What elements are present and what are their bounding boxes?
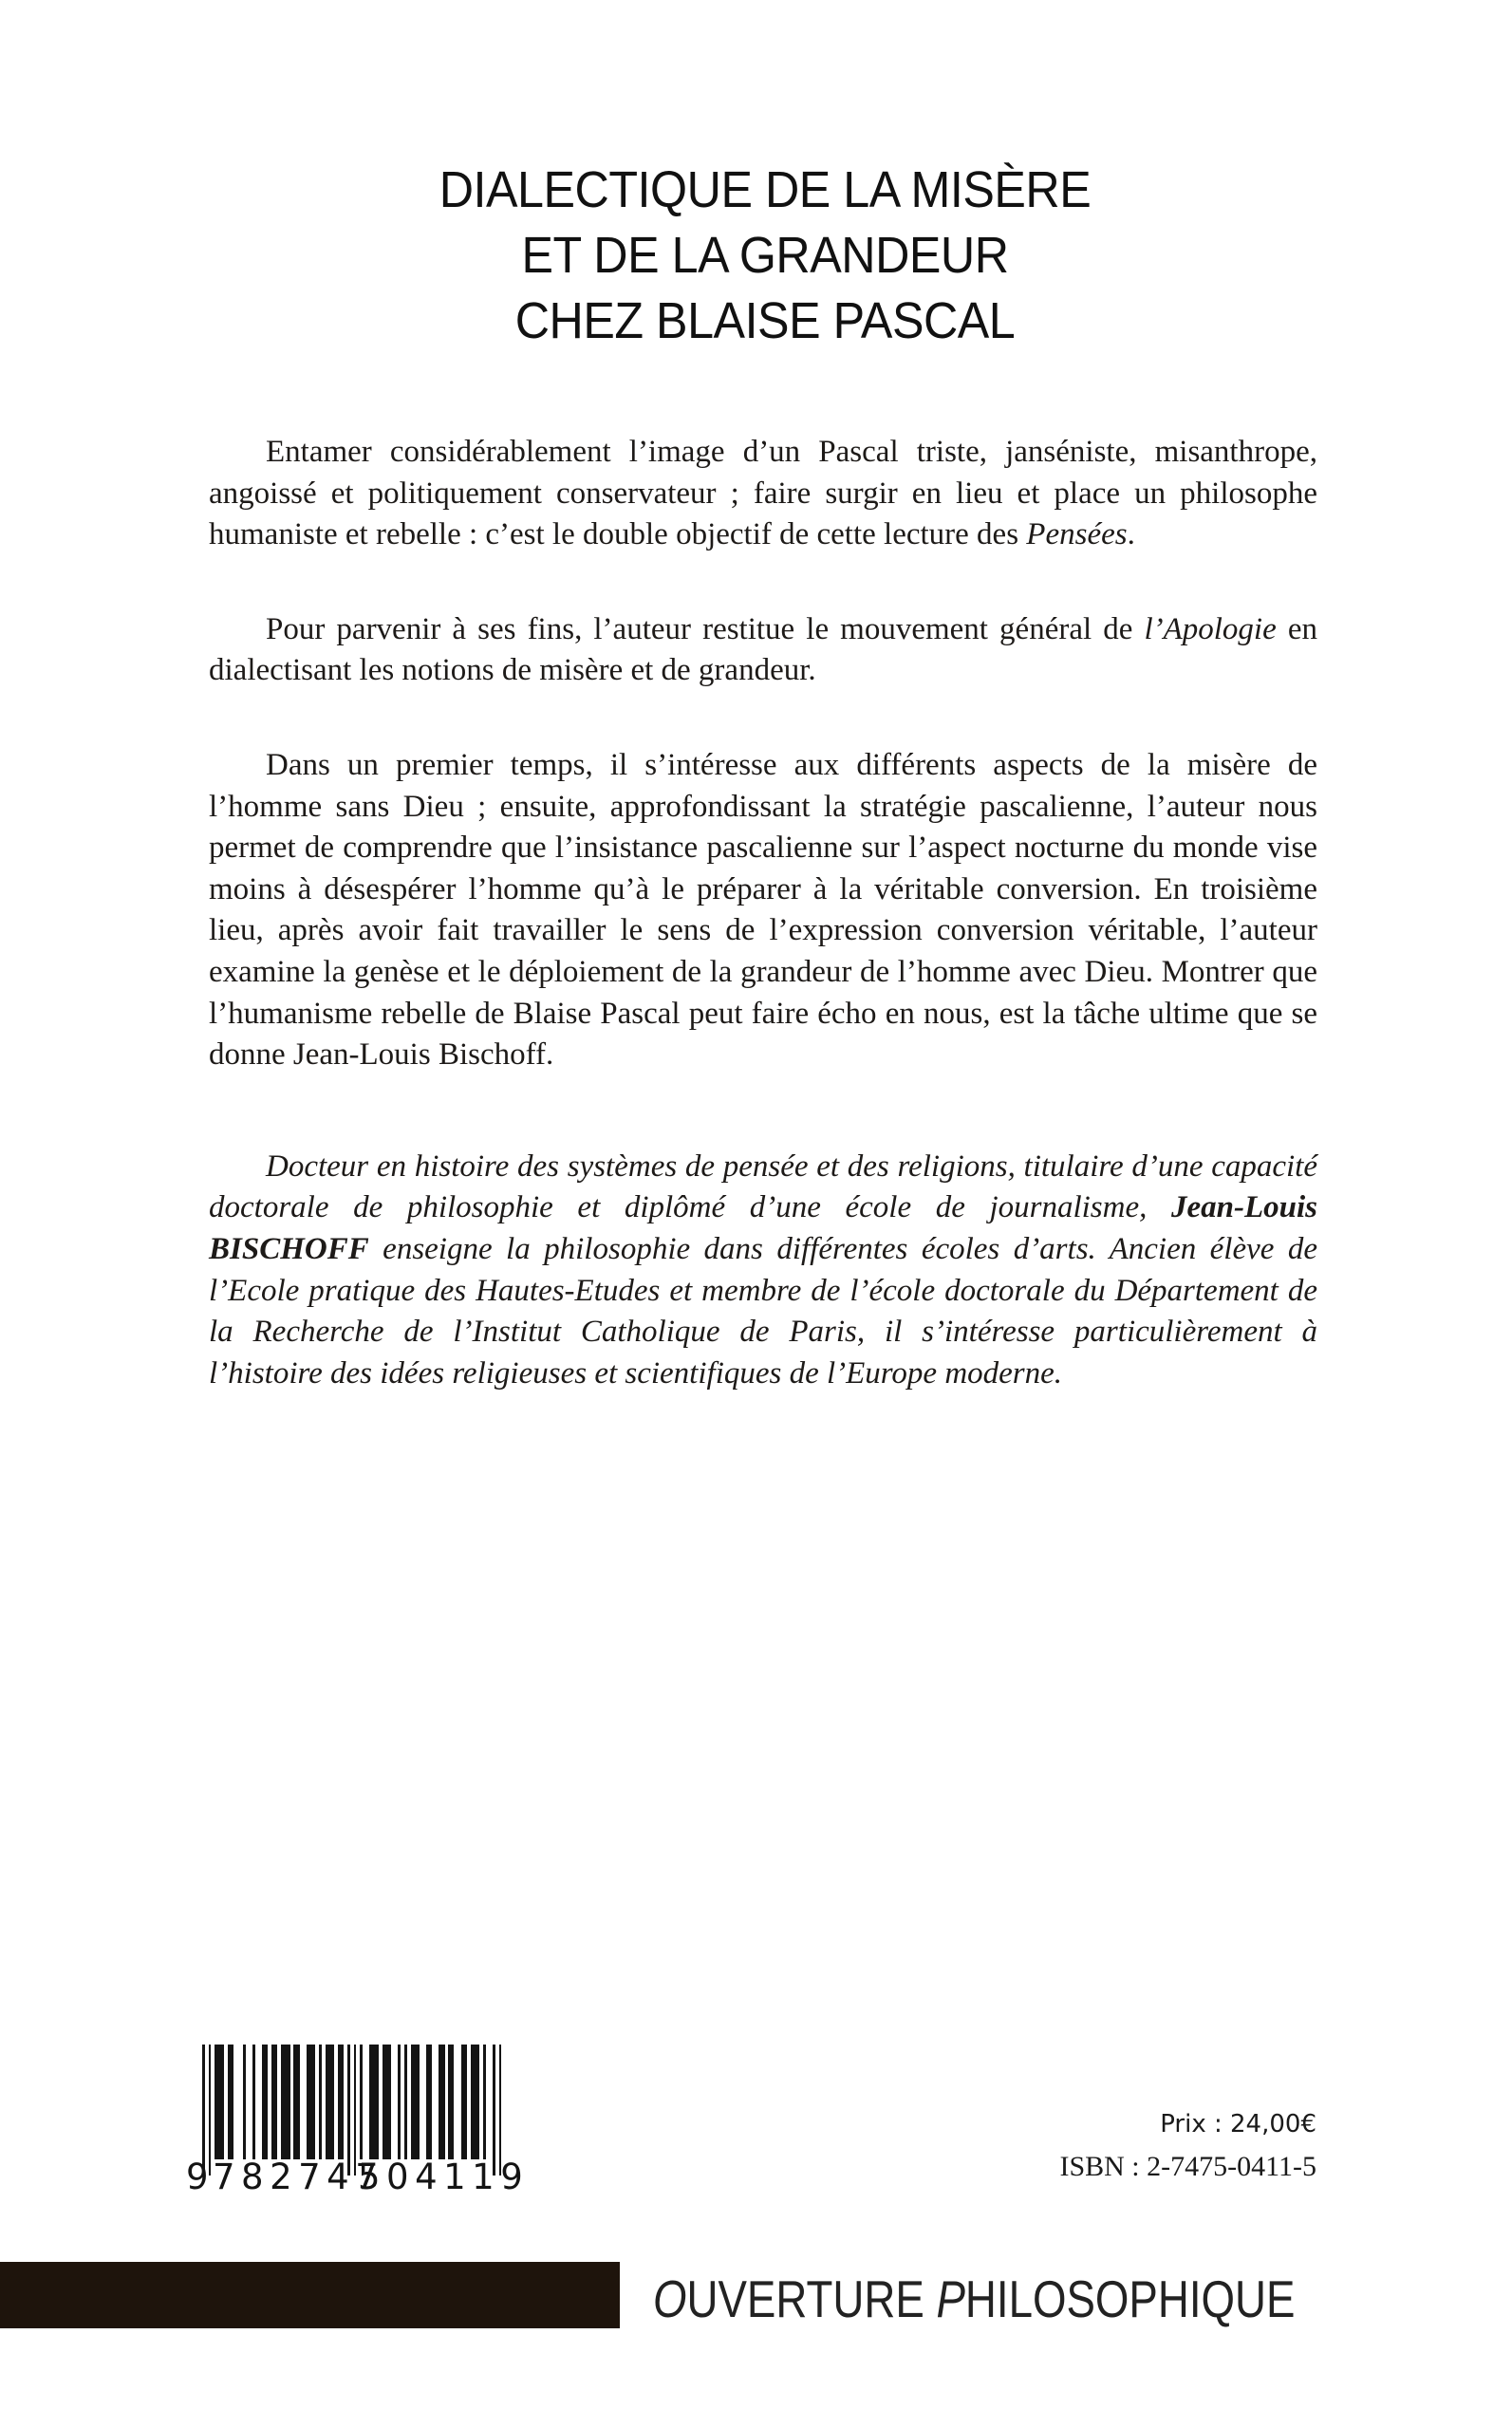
work-title-pensees: Pensées <box>1026 517 1128 552</box>
barcode-bar <box>383 2045 391 2159</box>
barcode-bar <box>215 2045 223 2159</box>
barcode-bar <box>243 2045 246 2159</box>
barcode-bar <box>228 2045 233 2159</box>
blurb-paragraph-2: Pour parvenir à ses fins, l’auteur restitue le mouvement général de l’Apologie en dialectisant les notions de misère et de grandeur. <box>209 611 1317 688</box>
barcode-bar <box>369 2045 378 2159</box>
barcode-first-digit: 9 <box>186 2157 209 2197</box>
title-line-3: CHEZ BLAISE PASCAL <box>514 292 1016 349</box>
isbn-barcode <box>186 2045 530 2197</box>
series-bar <box>0 2262 620 2328</box>
isbn-label: ISBN : 2-7475-0411-5 <box>1059 2151 1316 2182</box>
barcode-bar <box>398 2045 401 2159</box>
price-label: Prix : 24,00€ <box>1160 2110 1316 2138</box>
barcode-bar <box>426 2045 432 2159</box>
barcode-bar <box>262 2045 268 2159</box>
barcode-bar <box>483 2045 486 2159</box>
barcode-bar <box>293 2045 299 2159</box>
barcode-bar <box>461 2045 467 2159</box>
back-cover-text <box>209 432 1317 1447</box>
book-title <box>285 158 1245 354</box>
barcode-bar <box>404 2045 407 2159</box>
barcode-bar <box>326 2045 334 2159</box>
barcode-bar <box>338 2045 344 2159</box>
author-name: Jean-Louis BISCHOFF <box>209 1190 1317 1266</box>
barcode-bar <box>209 2045 212 2176</box>
series-name: OUVERTURE PHILOSOPHIQUE <box>653 2269 1296 2328</box>
barcode-bar <box>411 2045 420 2159</box>
title-line-1: DIALECTIQUE DE LA MISÈRE <box>439 161 1092 218</box>
barcode-bar <box>360 2045 363 2159</box>
barcode-bar <box>439 2045 444 2159</box>
author-bio: Docteur en histoire des systèmes de pensée et des religions, titulaire d’une capacité doctorale de philosophie et diplômé d’une école de journalisme, Jean-Louis BISCHOFF enseigne la philosophie dans différentes écoles d’arts. Ancien élève de l’Ecole pratique des Hautes-Etudes et membre de l’école doctorale du Département de la Recherche de l’Institut Catholique de Paris, il s’intéresse particulièrement à l’histoire des idées religieuses et scientifiques de l’Europe moderne. <box>209 1148 1317 1391</box>
barcode-left-group: 782747 <box>213 2157 384 2197</box>
barcode-bar <box>307 2045 315 2159</box>
work-title-apologie: l’Apologie <box>1144 611 1277 646</box>
blurb-paragraph-1: Entamer considérablement l’image d’un Pascal triste, janséniste, misanthrope, angoissé et politiquement conservateur ; faire surgir en lieu et place un philosophe humaniste et rebelle : c’est le double objectif de cette lecture des Pensées. <box>209 435 1317 552</box>
barcode-right-group: 504119 <box>358 2157 530 2197</box>
barcode-bar <box>448 2045 454 2159</box>
barcode-bar <box>252 2045 255 2159</box>
barcode-bar <box>471 2045 479 2159</box>
barcode-bar <box>271 2045 277 2159</box>
blurb-paragraph-3: Dans un premier temps, il s’intéresse aux différents aspects de la misère de l’homme sans Dieu ; ensuite, approfondissant la stratégie pascalienne, l’auteur nous permet de comprendre que l’insistance pascalienne sur l’aspect nocturne du monde vise moins à désespérer l’homme qu’à le préparer à la véritable conversion. En troisième lieu, après avoir fait travailler le sens de l’expression conversion véritable, l’auteur examine la genèse et le déploiement de la grandeur de l’homme avec Dieu. Montrer que l’humanisme rebelle de Blaise Pascal peut faire écho en nous, est la tâche ultime que se donne Jean-Louis Bischoff. <box>209 747 1317 1073</box>
title-line-2: ET DE LA GRANDEUR <box>521 227 1009 284</box>
barcode-bar <box>319 2045 322 2159</box>
barcode-bar <box>281 2045 289 2159</box>
